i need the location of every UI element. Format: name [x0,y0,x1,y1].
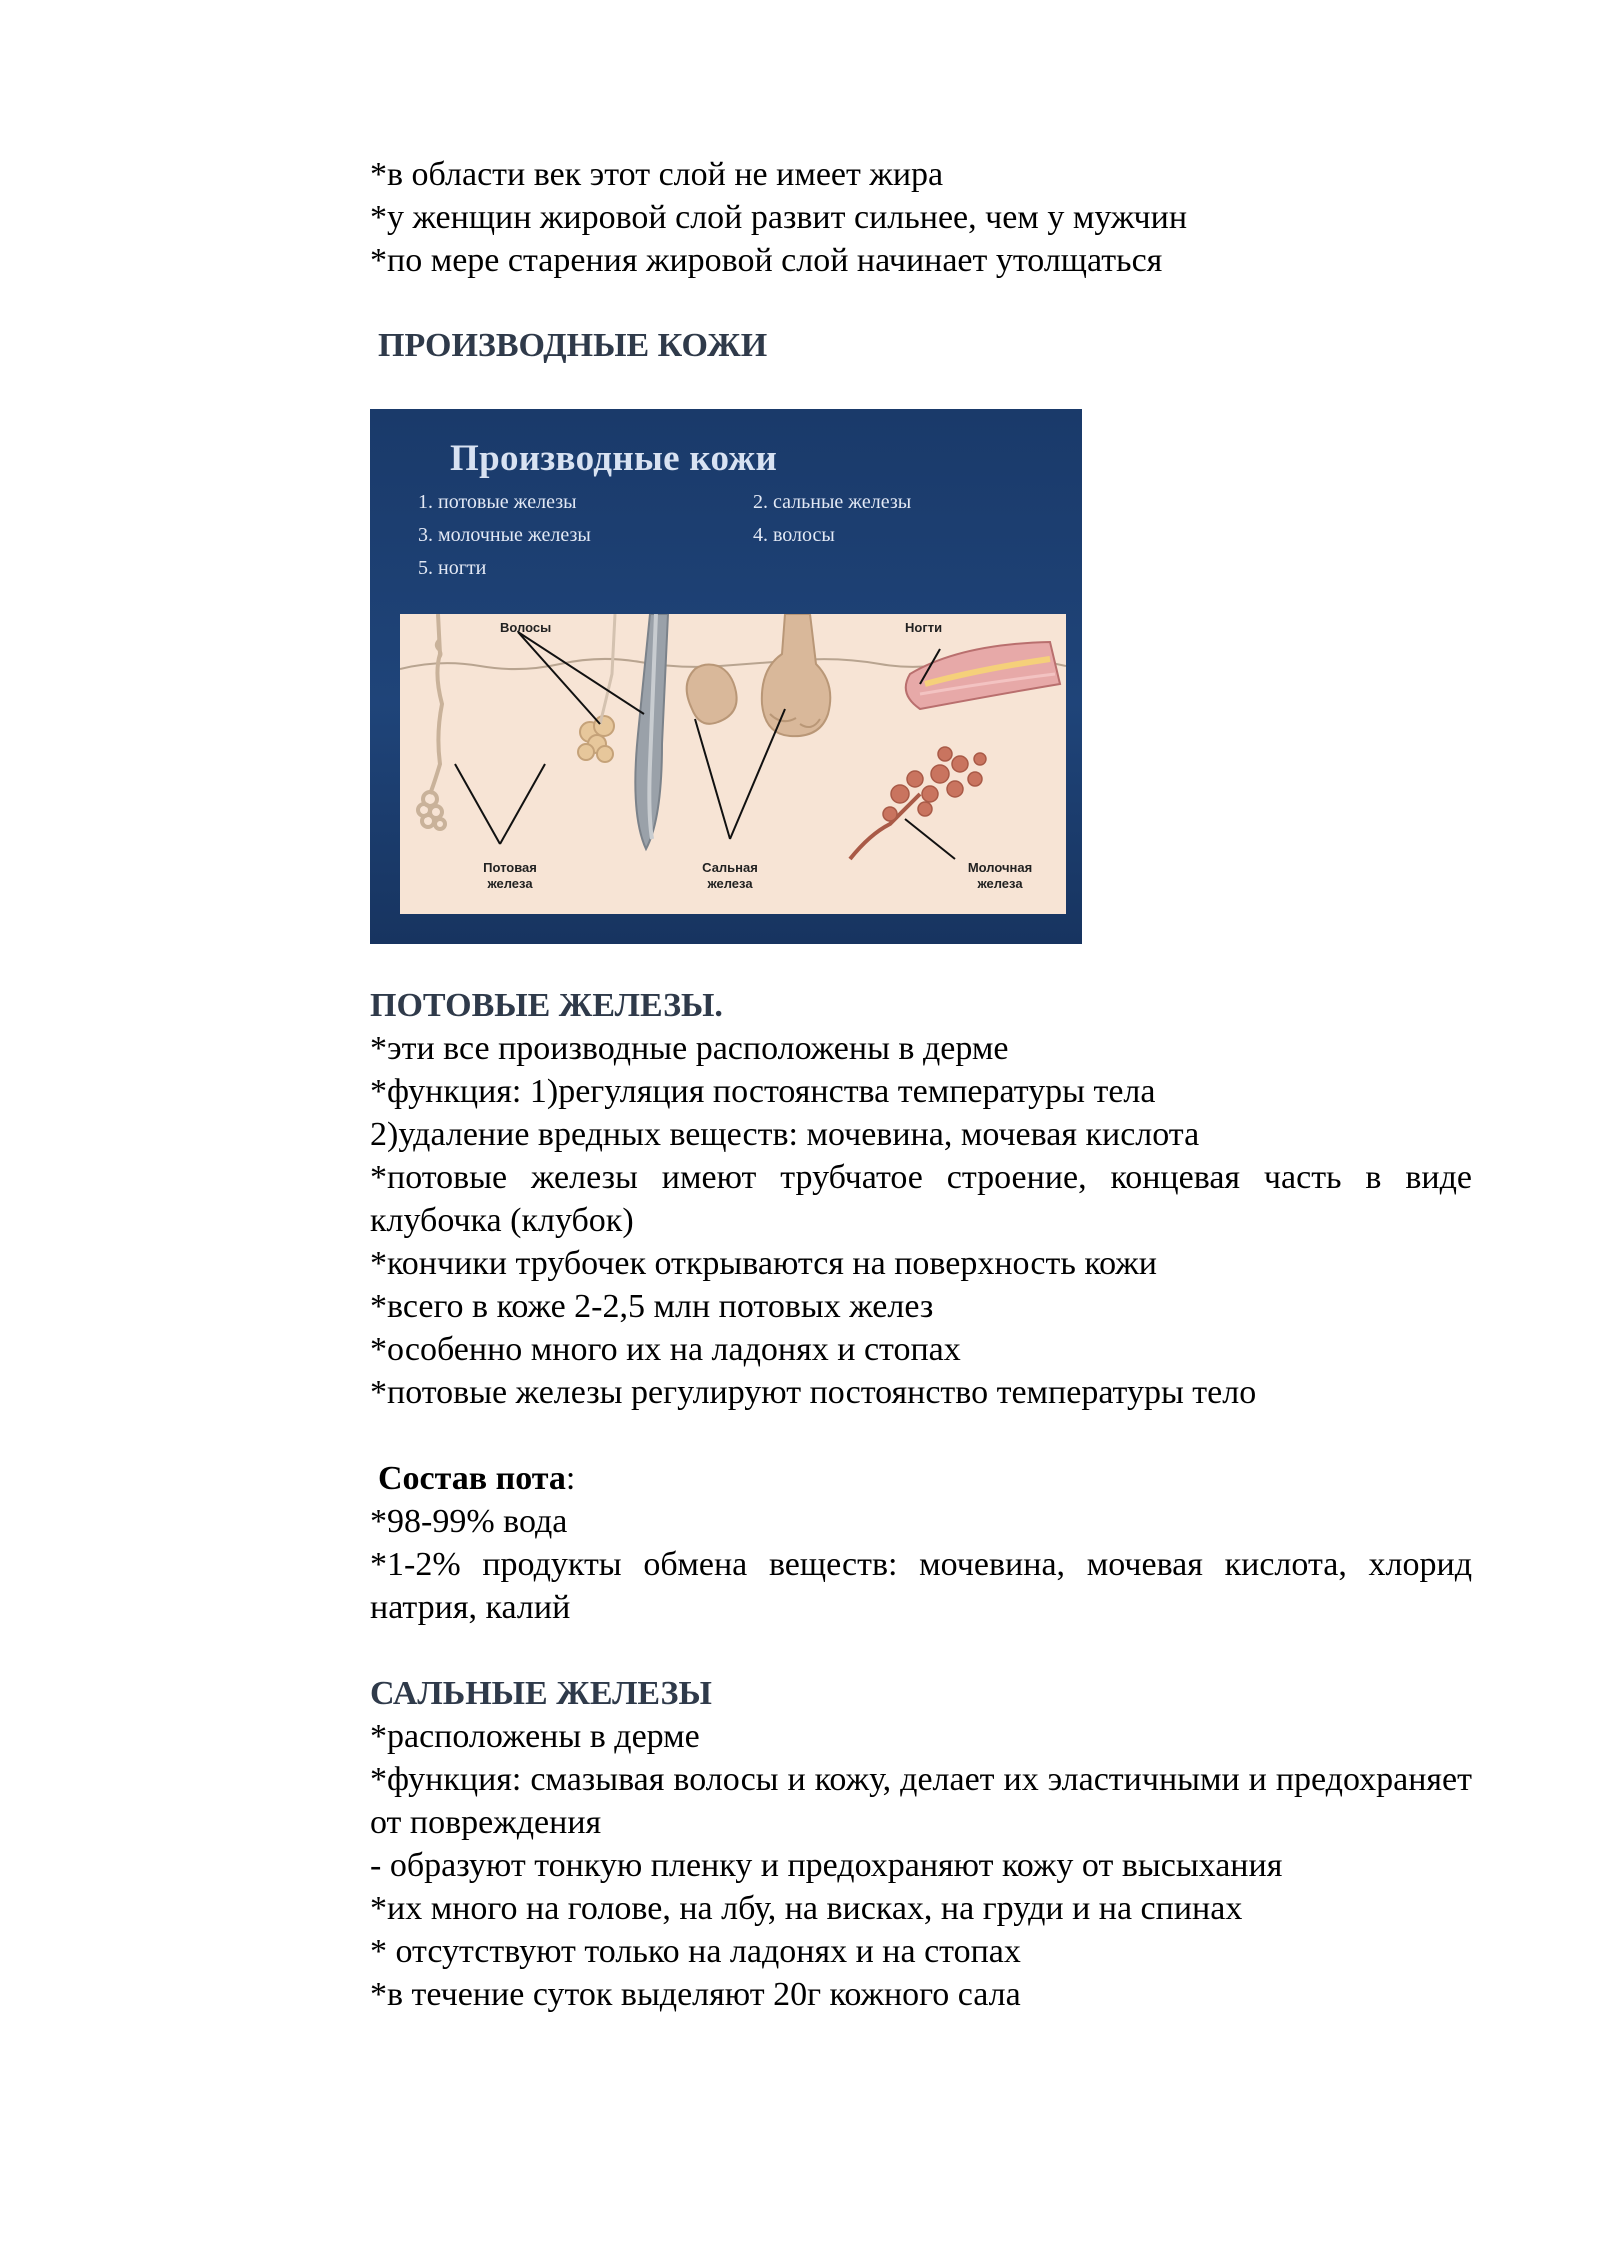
sweat-composition-colon: : [565,1460,576,1497]
intro-line: *в области век этот слой не имеет жира [370,156,944,193]
sweat-line: *всего в коже 2-2,5 млн потовых желез [370,1288,934,1325]
figure-list-item: 5. ногти [418,557,487,579]
sweat-composition-section [370,1457,1472,1629]
sweat-line: *функция: 1)регуляция постоянства температуры тела [370,1073,1156,1110]
sweat-composition-heading [370,1457,1472,1500]
sweat-composition-title: Состав пота [378,1460,566,1497]
skin-derivatives-figure [370,409,1082,944]
intro-block [370,153,1472,282]
heading-sweat-glands: ПОТОВЫЕ ЖЕЛЕЗЫ. [370,987,723,1024]
sebaceous-gland-1 [687,665,737,724]
figure-label-nails: Ногти [905,620,943,635]
figure-list-item: 1. потовые железы [418,491,577,513]
sweat-glands-section [370,984,1472,1414]
composition-line: *1-2% продукты обмена веществ: мочевина, мочевая кислота, хлорид натрия, калий [370,1546,1472,1626]
sebaceous-line: *расположены в дерме [370,1718,700,1755]
sebaceous-gland-small [578,716,614,762]
sebaceous-line: - образуют тонкую пленку и предохраняют кожу от высыхания [370,1847,1283,1884]
figure-label-sweat-gland: Потовая железа [483,860,537,891]
nail-drawing [906,642,1060,709]
sweat-line: *кончики трубочек открываются на поверхность кожи [370,1245,1157,1282]
sebaceous-line: *в течение суток выделяют 20г кожного сала [370,1976,1021,2013]
sebaceous-glands-section [370,1672,1472,2016]
sebaceous-line: * отсутствуют только на ладонях и на стопах [370,1933,1021,1970]
figure-title: Производные кожи [450,438,778,479]
composition-line: *98-99% вода [370,1503,568,1540]
sweat-gland-coil [418,792,445,829]
heading-skin-derivatives: ПРОИЗВОДНЫЕ КОЖИ [378,327,768,364]
figure-label-mammary-gland: Молочная железа [967,860,1033,891]
sebaceous-line: *функция: смазывая волосы и кожу, делает их эластичными и предохраняет от повреждения [370,1761,1472,1841]
figure-list-item: 4. волосы [753,524,835,546]
sweat-line: *потовые железы имеют трубчатое строение, концевая часть в виде клубочка (клубок) [370,1159,1472,1239]
sebaceous-gland-2 [762,614,830,736]
sweat-line: *особенно много их на ладонях и стопах [370,1331,961,1368]
heading-sebaceous-glands: САЛЬНЫЕ ЖЕЛЕЗЫ [370,1675,712,1712]
skin-illustration [400,614,1066,914]
sebaceous-line: *их много на голове, на лбу, на висках, на груди и на спинах [370,1890,1243,1927]
sweat-line: *эти все производные расположены в дерме [370,1030,1009,1067]
sweat-line: 2)удаление вредных веществ: мочевина, мочевая кислота [370,1116,1200,1153]
figure-list-item: 2. сальные железы [753,491,912,513]
figure-label-hair: Волосы [500,620,552,635]
mammary-gland-drawing [850,747,986,859]
sweat-line: *потовые железы регулируют постоянство температуры тело [370,1374,1257,1411]
figure-label-sebaceous-gland: Сальная железа [702,860,758,891]
intro-line: *по мере старения жировой слой начинает утолщаться [370,242,1163,279]
figure-list-item: 3. молочные железы [418,524,591,546]
intro-line: *у женщин жировой слой развит сильнее, чем у мужчин [370,199,1188,236]
